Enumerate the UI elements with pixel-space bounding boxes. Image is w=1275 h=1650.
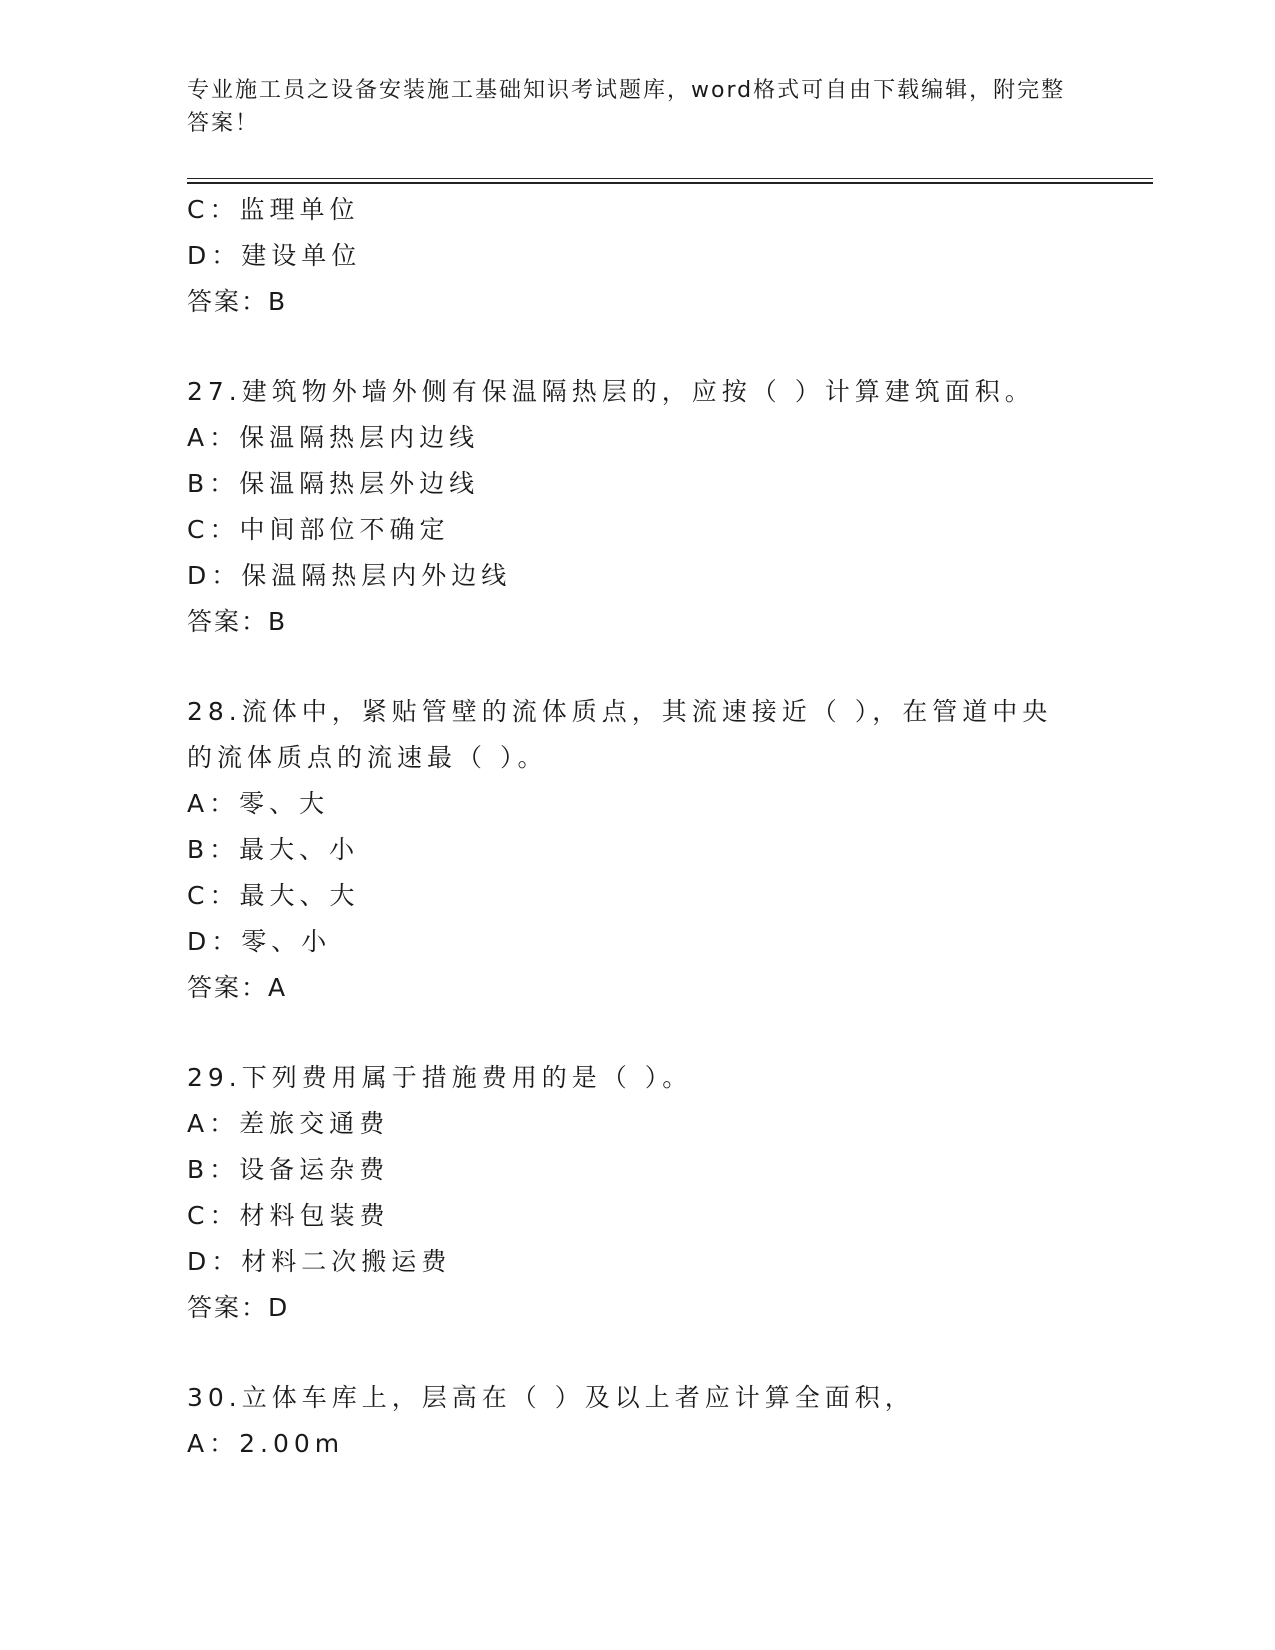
question-text: 30.立体车库上，层高在（ ）及以上者应计算全面积， (187, 1383, 915, 1412)
option-c: C：中间部位不确定 (187, 515, 450, 544)
continued-question (187, 187, 1087, 325)
answer-line: 答案：B (187, 607, 288, 636)
option-d: D：建设单位 (187, 241, 362, 270)
option-a: A：差旅交通费 (187, 1109, 390, 1138)
answer-line: 答案：A (187, 973, 288, 1002)
question-29 (187, 1055, 1087, 1331)
option-b: B：最大、小 (187, 835, 360, 864)
document-header: 专业施工员之设备安装施工基础知识考试题库，word格式可自由下载编辑，附完整答案！ (187, 78, 1066, 136)
question-text: 27.建筑物外墙外侧有保温隔热层的，应按（ ）计算建筑面积。 (187, 377, 1035, 406)
answer-line: 答案：B (187, 287, 288, 316)
answer-line: 答案：D (187, 1293, 290, 1322)
question-text: 29.下列费用属于措施费用的是（ ）。 (187, 1063, 693, 1092)
option-a: A：零、大 (187, 789, 330, 818)
option-c: C：材料包装费 (187, 1201, 390, 1230)
option-a: A：2.00m (187, 1429, 345, 1458)
option-a: A：保温隔热层内边线 (187, 423, 480, 452)
option-c: C：监理单位 (187, 195, 360, 224)
question-27 (187, 369, 1087, 645)
option-d: D：材料二次搬运费 (187, 1247, 452, 1276)
header-divider-thick (187, 182, 1153, 184)
header-divider-thin (187, 178, 1153, 179)
question-text: 28.流体中，紧贴管壁的流体质点，其流速接近（ ），在管道中央的流体质点的流速最（ ）。 (187, 697, 1053, 772)
exam-content (187, 187, 1087, 1467)
option-d: D：保温隔热层内外边线 (187, 561, 512, 590)
option-c: C：最大、大 (187, 881, 360, 910)
question-28 (187, 689, 1087, 1011)
option-b: B：保温隔热层外边线 (187, 469, 480, 498)
question-30 (187, 1375, 1087, 1467)
option-b: B：设备运杂费 (187, 1155, 390, 1184)
option-d: D：零、小 (187, 927, 332, 956)
